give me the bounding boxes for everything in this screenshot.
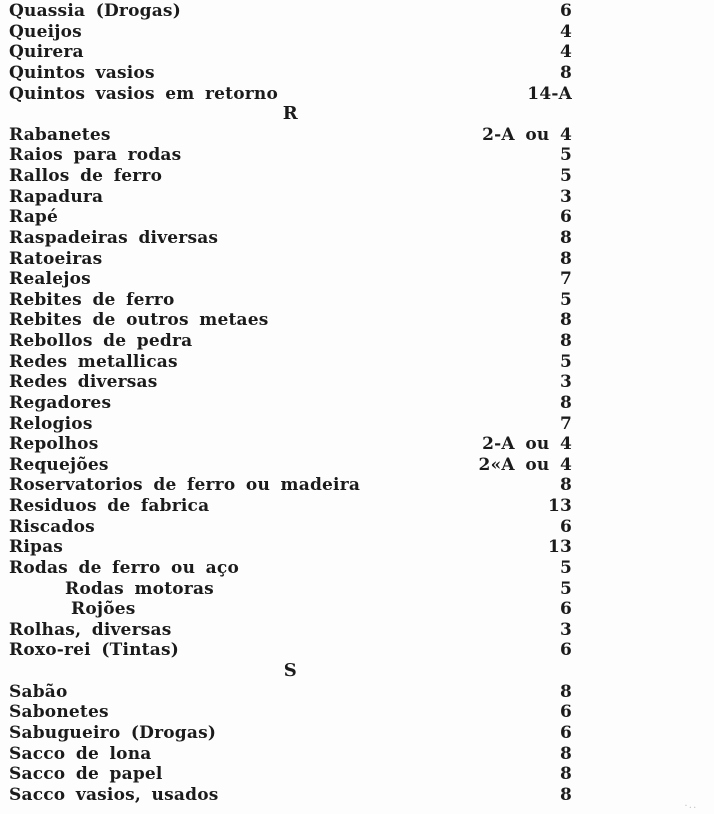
list-item [9,331,572,352]
list-item [9,702,572,723]
item-classification-value: 8 [559,62,572,83]
item-label: Rapé [9,207,59,228]
item-label: Quirera [9,42,84,63]
item-label: Roservatorios de ferro ou madeira [9,475,361,496]
item-label: Roxo-rei (Tintas) [9,640,179,661]
item-classification-value: 8 [559,331,572,351]
list-item [9,517,572,538]
item-classification-value: 6 [559,599,572,620]
list-item [9,228,572,249]
item-label: Sabonetes [9,702,109,723]
item-label: Quassia (Drogas) [9,1,181,21]
item-label: Queijos [9,21,82,42]
list-item [9,764,572,785]
list-item [9,414,572,435]
list-item [9,207,572,228]
item-label: Sacco vasios, usados [9,784,219,805]
item-label: Rebites de outros metaes [9,310,269,331]
item-label: Sacco de papel [9,764,163,785]
list-item [9,723,572,744]
item-label: Sabugueiro (Drogas) [9,722,217,743]
list-item [9,744,572,765]
item-classification-value: 2-A ou 4 [482,124,572,145]
item-classification-value: 2«A ou 4 [478,454,572,475]
item-classification-value: 3 [559,372,572,393]
list-item [9,620,572,641]
item-classification-value: 8 [559,764,572,785]
item-classification-value: 7 [559,413,572,434]
item-label: Regadores [9,392,112,413]
list-item [9,310,572,331]
item-classification-value: 5 [559,166,572,186]
item-label: Quintos vasios em retorno [9,83,279,104]
item-label: Redes metallicas [9,351,178,372]
list-item [9,537,572,558]
list-item [9,269,572,290]
item-classification-value: 8 [559,681,572,702]
scan-artifact: ·.. [684,801,698,810]
list-item [9,496,572,517]
item-classification-value: 6 [559,640,572,661]
list-item [9,475,572,496]
list-item [9,558,572,579]
item-classification-value: 8 [559,310,572,331]
section-letter-heading: R [282,103,299,125]
item-label: Riscados [9,516,95,537]
list-item [9,84,572,105]
list-item [9,455,572,476]
item-classification-value: 13 [547,496,572,516]
item-label: Sabão [9,681,68,702]
list-item [9,145,572,166]
item-label: Requejões [9,454,109,475]
item-label: Ratoeiras [9,248,103,269]
item-classification-value: 6 [559,516,572,537]
item-label: Sacco de lona [9,743,152,764]
list-item [9,352,572,373]
item-classification-value: 5 [559,289,572,310]
item-label: Rebollos de pedra [9,331,193,351]
list-item [9,599,572,620]
item-classification-value: 14-A [527,83,572,104]
item-label: Repolhos [9,434,99,455]
item-classification-value: 8 [559,475,572,496]
list-item [9,372,572,393]
item-classification-value: 5 [559,145,572,166]
item-classification-value: 6 [559,207,572,228]
item-classification-value: 13 [547,537,572,558]
list-item [9,393,572,414]
list-item [9,434,572,455]
list-item [9,249,572,270]
section-letter-heading: S [283,660,298,681]
item-label: Relogios [9,413,93,434]
item-classification-value: 6 [559,702,572,723]
item-label: Raios para rodas [9,145,182,166]
item-classification-value: 8 [559,392,572,413]
item-classification-value: 4 [559,42,572,63]
item-label: Rabanetes [9,124,111,145]
item-classification-value: 3 [559,186,572,207]
list-item [9,187,572,208]
item-label: Rojões [71,599,136,620]
item-label: Rodas motoras [65,578,214,599]
item-classification-value: 6 [559,1,572,21]
list-item [9,290,572,311]
item-label: Rebites de ferro [9,289,175,310]
item-label: Redes diversas [9,372,158,393]
list-item [9,63,572,84]
item-label: Rapadura [9,186,104,207]
item-classification-value: 2-A ou 4 [482,434,572,455]
item-label: Ripas [9,537,64,558]
list-item [9,785,572,806]
item-label: Quintos vasios [9,62,155,83]
tariff-list [9,1,572,805]
list-item [9,166,572,187]
item-label: Raspadeiras diversas [9,227,219,248]
list-item [9,22,572,43]
item-classification-value: 8 [559,227,572,248]
item-label: Rallos de ferro [9,166,163,186]
item-classification-value: 8 [559,784,572,805]
item-classification-value: 8 [559,248,572,269]
item-classification-value: 6 [559,722,572,743]
list-item [9,579,572,600]
list-item [9,42,572,63]
item-label: Rodas de ferro ou aço [9,557,239,578]
item-label: Rolhas, diversas [9,619,172,640]
list-item [9,682,572,703]
item-classification-value: 5 [559,578,572,599]
list-item [9,1,572,22]
item-classification-value: 5 [559,351,572,372]
item-classification-value: 8 [559,743,572,764]
item-classification-value: 4 [559,21,572,42]
item-label: Realejos [9,269,91,290]
list-item [9,125,572,146]
item-label: Residuos de fabrica [9,496,210,516]
list-item [9,640,572,661]
item-classification-value: 7 [559,269,572,290]
item-classification-value: 5 [559,557,572,578]
item-classification-value: 3 [559,619,572,640]
